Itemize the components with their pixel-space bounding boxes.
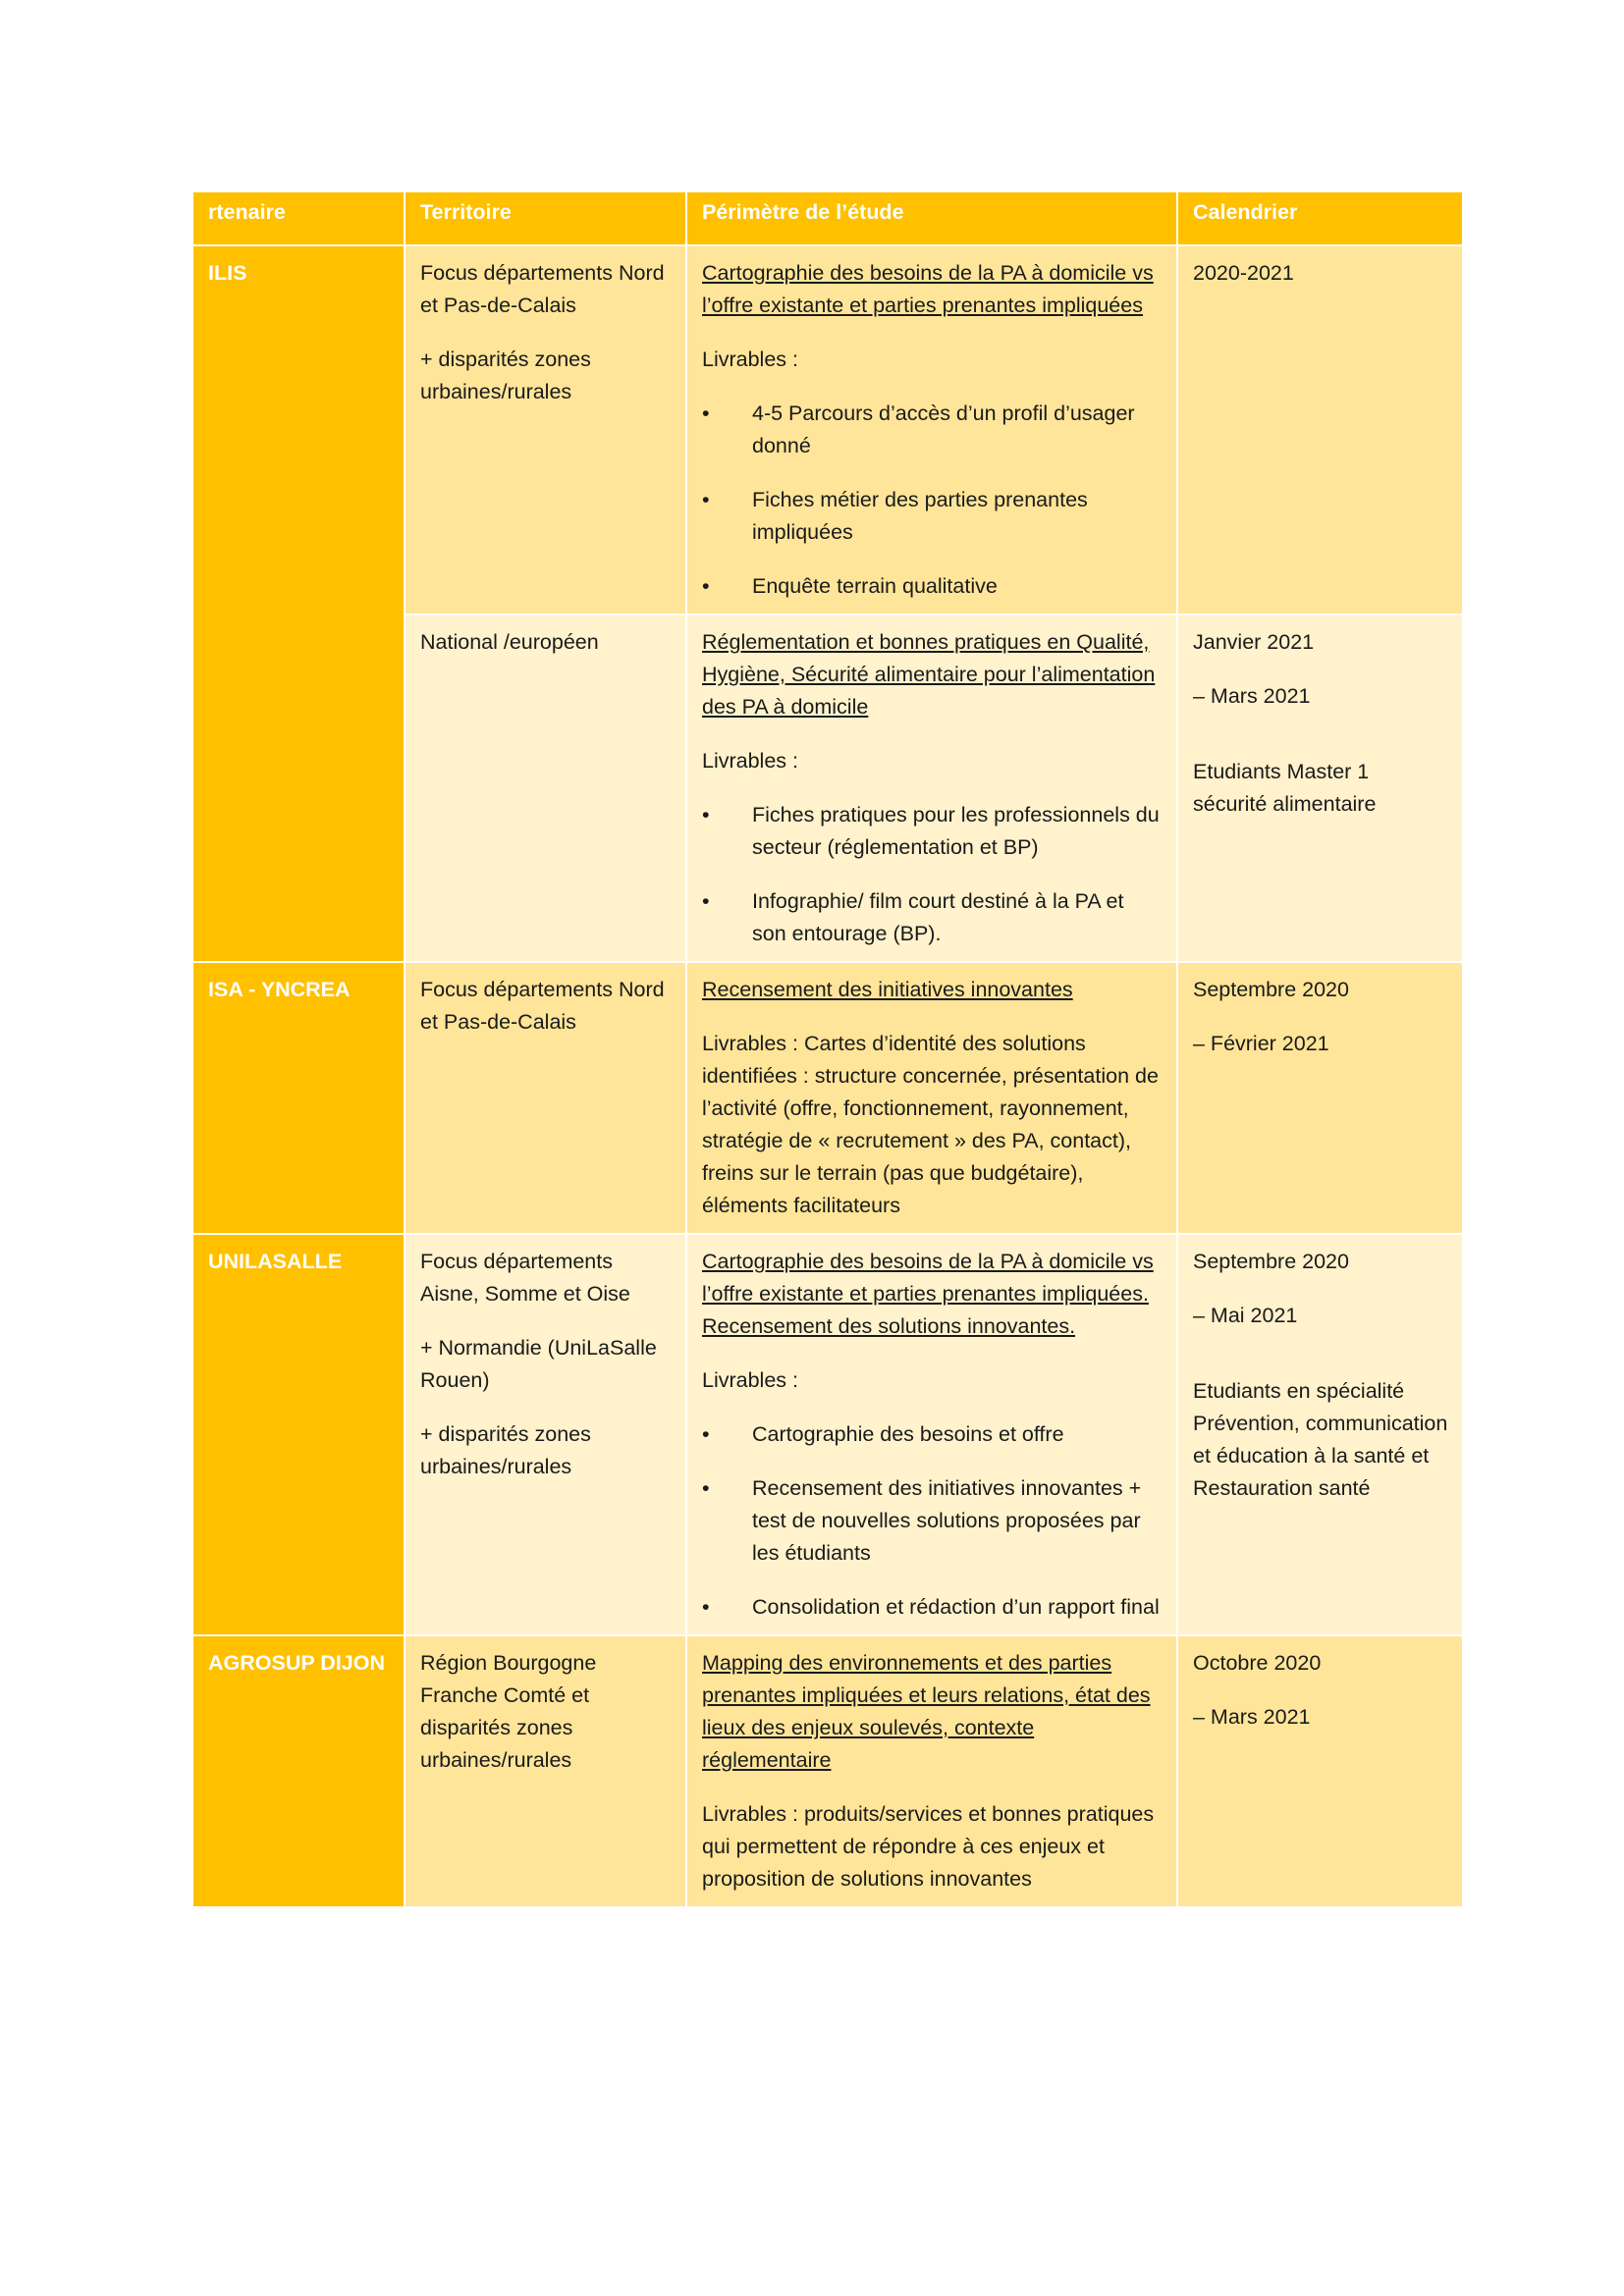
calendar-text: Septembre 2020	[1193, 1250, 1349, 1273]
list-item: • Cartographie des besoins et offre	[702, 1418, 1163, 1451]
list-item: • 4-5 Parcours d’accès d’un profil d’usager donné	[702, 398, 1163, 462]
deliverables-text: Livrables : Cartes d’identité des solutions identifiées : structure concernée, présentation de l’activité (offre, fonctionnement, rayonnement, stratégie de « recrutement » des PA, contact), freins sur le terrain (pas que budgétaire), éléments facilitateurs	[702, 1032, 1159, 1217]
partner-unilasalle: UNILASALLE	[193, 1235, 406, 1636]
scope-title: Mapping des environnements et des parties prenantes impliquées et leurs relations, état des lieux des enjeux soulevés, contexte réglementaire	[702, 1651, 1151, 1772]
calendar-cell	[1178, 963, 1464, 1235]
table-row	[193, 1235, 1464, 1636]
scope-title: Cartographie des besoins de la PA à domicile vs l’offre existante et parties prenantes impliquées	[702, 261, 1154, 317]
territory-text: + disparités zones urbaines/rurales	[420, 347, 591, 403]
calendar-text: – Février 2021	[1193, 1032, 1329, 1055]
territory-text: + disparités zones urbaines/rurales	[420, 1422, 591, 1478]
header-partner: rtenaire	[193, 192, 406, 246]
calendar-cell	[1178, 1235, 1464, 1636]
calendar-text: – Mars 2021	[1193, 1705, 1311, 1729]
partner-agrosup-dijon: AGROSUP DIJON	[193, 1636, 406, 1908]
calendar-text: – Mai 2021	[1193, 1304, 1298, 1327]
scope-title: Recensement des initiatives innovantes	[702, 978, 1073, 1001]
scope-cell	[687, 963, 1178, 1235]
list-item: • Enquête terrain qualitative	[702, 570, 1163, 603]
spacer	[1193, 1332, 1448, 1375]
territory-text: + Normandie (UniLaSalle Rouen)	[420, 1336, 657, 1392]
calendar-note: Etudiants Master 1 sécurité alimentaire	[1193, 760, 1377, 816]
calendar-text: Septembre 2020	[1193, 978, 1349, 1001]
partner-ilis: ILIS	[193, 246, 406, 963]
partner-isa-yncrea: ISA - YNCREA	[193, 963, 406, 1235]
header-territory: Territoire	[406, 192, 687, 246]
calendar-note: Etudiants en spécialité Prévention, communication et éducation à la santé et Restauration santé	[1193, 1379, 1448, 1500]
scope-cell	[687, 615, 1178, 963]
territory-cell	[406, 615, 687, 963]
calendar-text: Octobre 2020	[1193, 1651, 1322, 1675]
header-calendar: Calendrier	[1178, 192, 1464, 246]
table-row	[193, 963, 1464, 1235]
list-item: • Fiches pratiques pour les professionnels du secteur (réglementation et BP)	[702, 799, 1163, 864]
deliverables-label: Livrables :	[702, 347, 798, 371]
calendar-cell	[1178, 1636, 1464, 1908]
list-item: • Infographie/ film court destiné à la PA et son entourage (BP).	[702, 885, 1163, 950]
calendar-text: 2020-2021	[1193, 261, 1294, 285]
deliverables-list	[702, 799, 1163, 950]
deliverables-text: Livrables : produits/services et bonnes pratiques qui permettent de répondre à ces enjeux et proposition de solutions innovantes	[702, 1802, 1155, 1891]
scope-title: Réglementation et bonnes pratiques en Qualité, Hygiène, Sécurité alimentaire pour l’alimentation des PA à domicile	[702, 630, 1156, 719]
scope-cell	[687, 1636, 1178, 1908]
territory-text: National /européen	[420, 630, 599, 654]
calendar-text: – Mars 2021	[1193, 684, 1311, 708]
territory-text: Focus départements Nord et Pas-de-Calais	[420, 261, 665, 317]
scope-cell	[687, 1235, 1178, 1636]
scope-title: Cartographie des besoins de la PA à domicile vs l’offre existante et parties prenantes impliquées. Recensement des solutions innovantes.	[702, 1250, 1154, 1338]
deliverables-label: Livrables :	[702, 749, 798, 773]
territory-cell	[406, 963, 687, 1235]
list-item: • Fiches métier des parties prenantes impliquées	[702, 484, 1163, 549]
scope-cell	[687, 246, 1178, 615]
territory-text: Focus départements Nord et Pas-de-Calais	[420, 978, 665, 1034]
territory-cell	[406, 1235, 687, 1636]
table-row	[193, 246, 1464, 615]
list-item: • Consolidation et rédaction d’un rapport final	[702, 1591, 1163, 1624]
calendar-cell	[1178, 615, 1464, 963]
calendar-cell	[1178, 246, 1464, 615]
table-header-row	[193, 192, 1464, 246]
list-item: • Recensement des initiatives innovantes + test de nouvelles solutions proposées par les étudiants	[702, 1472, 1163, 1570]
calendar-text: Janvier 2021	[1193, 630, 1315, 654]
territory-cell	[406, 246, 687, 615]
header-scope: Périmètre de l’étude	[687, 192, 1178, 246]
document-page	[193, 192, 1464, 1908]
deliverables-list	[702, 398, 1163, 603]
territory-text: Région Bourgogne Franche Comté et disparités zones urbaines/rurales	[420, 1651, 597, 1772]
partners-table	[193, 192, 1464, 1908]
deliverables-list	[702, 1418, 1163, 1624]
deliverables-label: Livrables :	[702, 1368, 798, 1392]
spacer	[1193, 713, 1448, 756]
territory-text: Focus départements Aisne, Somme et Oise	[420, 1250, 630, 1306]
table-row	[193, 1636, 1464, 1908]
territory-cell	[406, 1636, 687, 1908]
